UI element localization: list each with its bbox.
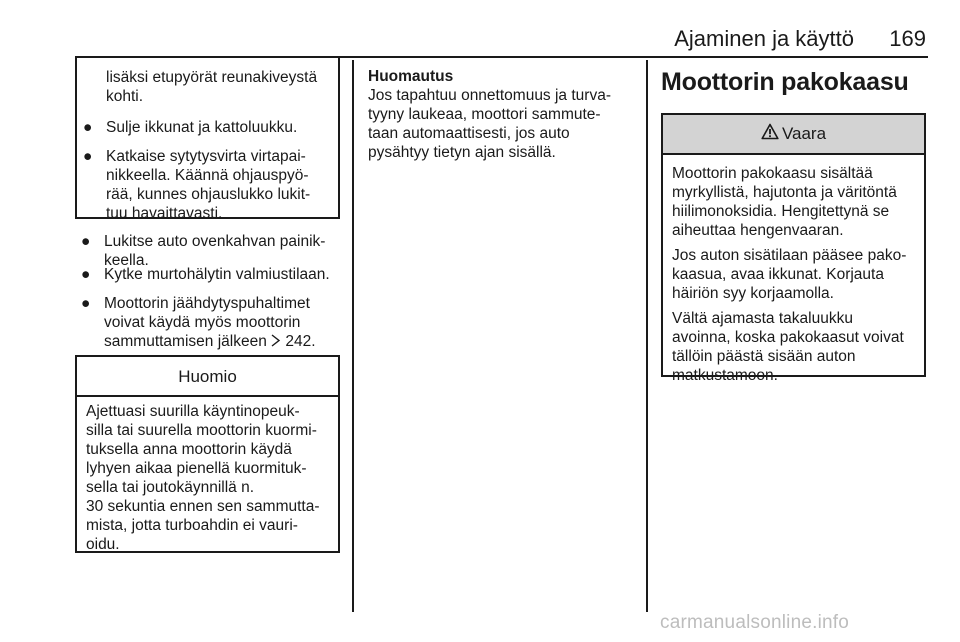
text-line: oidu. [86, 536, 120, 553]
list-item-text [106, 147, 310, 223]
warning-box-header [663, 115, 924, 155]
notice-block [368, 67, 638, 162]
bullet-dot: ● [81, 295, 91, 312]
text-line: lyhyen aikaa pienellä kuormituk- [86, 460, 307, 477]
text-line: nikkeella. Käännä ohjauspyö- [106, 167, 309, 184]
text-line: tuu havaittavasti. [106, 205, 223, 222]
notice-heading: Huomautus [368, 68, 454, 85]
text-line: Ajettuasi suurilla käyntinopeuk- [86, 403, 300, 420]
warning-box [661, 113, 926, 384]
text-line: myrkyllistä, hajutonta ja väritöntä [672, 184, 897, 201]
watermark: carmanualsonline.info [660, 612, 850, 633]
list-item-text [106, 118, 297, 137]
bullet-dot: ● [81, 266, 91, 283]
list-item-text [104, 265, 330, 284]
text-line: silla tai suurella moottorin kuormi- [86, 422, 317, 439]
text-line: pysähtyy tietyn ajan sisällä. [368, 144, 556, 161]
text-line: voivat käydä myös moottorin [104, 314, 301, 331]
text-line: häiriön syy korjaamolla. [672, 285, 834, 302]
text-line: 30 sekuntia ennen sen sammutta- [86, 498, 320, 515]
warning-triangle-icon [761, 123, 779, 145]
page-reference-arrow-icon[interactable] [271, 333, 281, 352]
warning-paragraph [672, 164, 924, 240]
text-line: tyyny laukeaa, moottori sammute- [368, 106, 601, 123]
note-box [75, 355, 340, 553]
text-line: Jos auton sisätilaan pääsee pako- [672, 247, 907, 264]
text-line: tällöin päästä sisään auton [672, 348, 856, 365]
box-continued-text [106, 68, 317, 106]
text-line: avoinna, koska pakokaasut voivat [672, 329, 904, 346]
text-line: Kytke murtohälytin valmiustilaan. [104, 266, 330, 283]
text-line: Sulje ikkunat ja kattoluukku. [106, 119, 298, 136]
list-item-text [104, 294, 316, 352]
text-line-with-reference [104, 332, 316, 352]
continued-instruction-box [75, 58, 340, 222]
text-line: mista, jotta turboahdin ei vauri- [86, 517, 298, 534]
bullet-dot: ● [83, 148, 93, 165]
text-line: rää, kunnes ohjauslukko lukit- [106, 186, 311, 203]
bullet-dot: ● [83, 119, 93, 136]
text-line: aiheuttaa hengenvaaran. [672, 222, 844, 239]
note-box-divider [77, 395, 338, 397]
text-line: Vältä ajamasta takaluukku [672, 310, 853, 327]
page-number: 169 [889, 26, 926, 51]
warning-paragraph [672, 309, 924, 385]
text-line: Jos tapahtuu onnettomuus ja turva- [368, 87, 611, 104]
reference-text-before: sammuttamisen jälkeen [104, 333, 272, 350]
warning-paragraph [672, 246, 924, 303]
text-line: kaasua, avaa ikkunat. Korjauta [672, 266, 884, 283]
bullet-dot: ● [81, 233, 91, 250]
text-line: sella tai joutokäynnillä n. [86, 479, 255, 496]
text-line: kohti. [106, 88, 144, 105]
text-line: taan automaattisesti, jos auto [368, 125, 570, 142]
column-divider-right [646, 60, 648, 612]
note-box-text [86, 402, 320, 554]
reference-page-number[interactable]: 242. [281, 333, 316, 350]
text-line: keella. [104, 252, 149, 269]
text-line: hiilimonoksidia. Hengitettynä se [672, 203, 890, 220]
warning-box-text [672, 164, 924, 391]
text-line: Lukitse auto ovenkahvan painik- [104, 233, 326, 250]
section-title: Moottorin pakokaasu [661, 68, 909, 96]
text-line: Katkaise sytytysvirta virtapai- [106, 148, 306, 165]
note-box-title: Huomio [178, 367, 237, 386]
column-divider-left [352, 60, 354, 612]
running-header-title: Ajaminen ja käyttö [674, 26, 854, 51]
text-line: matkustamoon. [672, 367, 778, 384]
text-line: tuksella anna moottorin käydä [86, 441, 292, 458]
text-line: lisäksi etupyörät reunakiveystä [106, 69, 318, 86]
text-line: Moottorin pakokaasu sisältää [672, 165, 873, 182]
warning-box-title: Vaara [781, 124, 827, 143]
text-line: Moottorin jäähdytyspuhaltimet [104, 295, 310, 312]
